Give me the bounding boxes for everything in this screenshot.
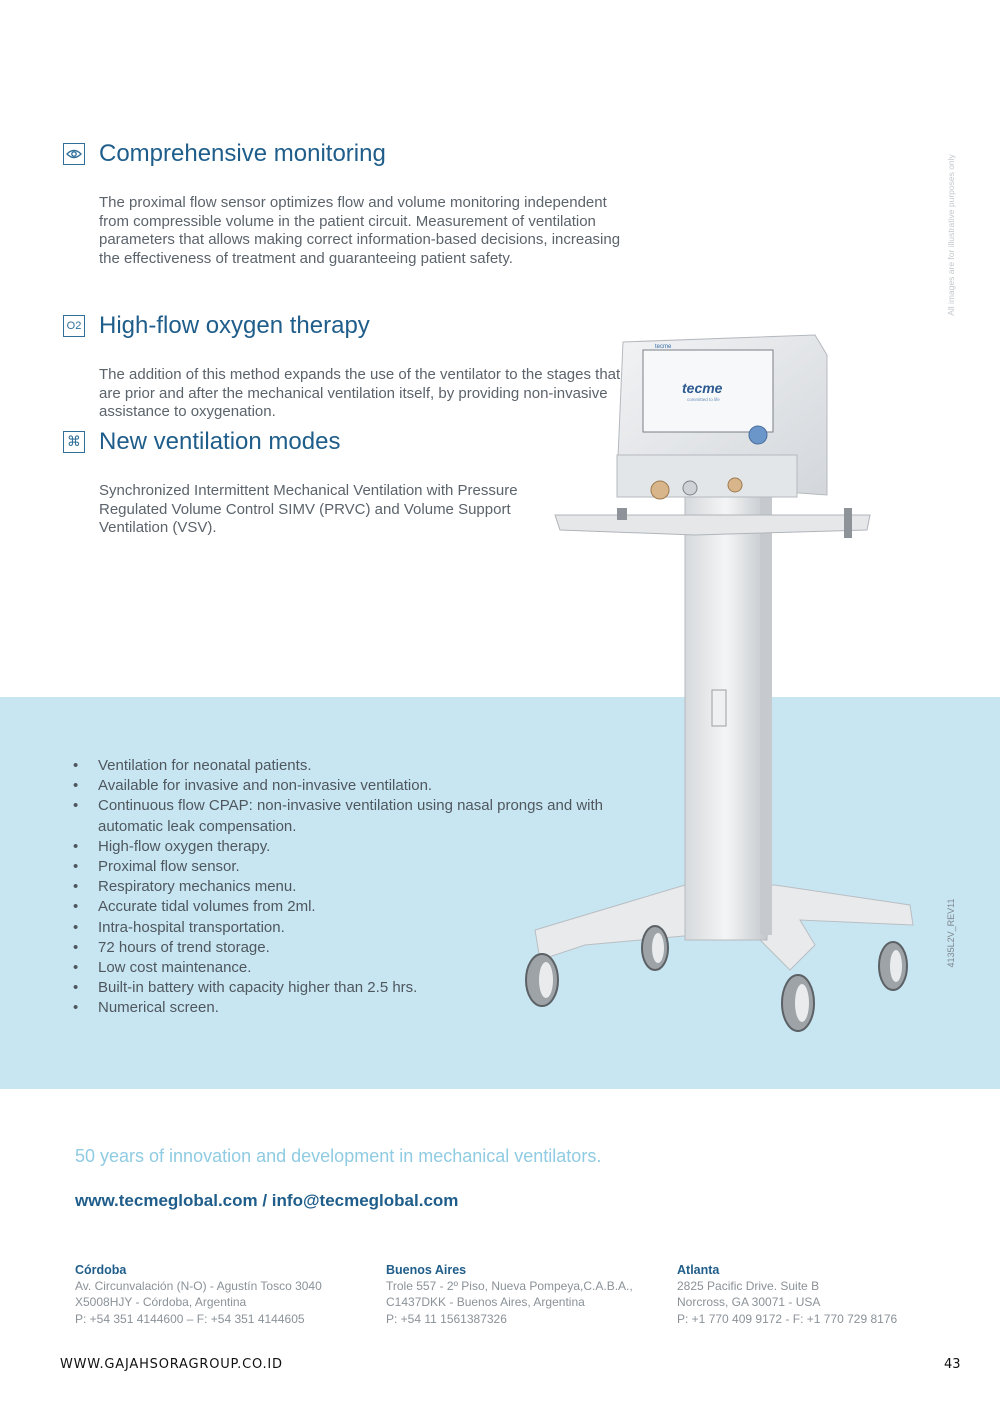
list-item: • Intra-hospital transportation. [73, 918, 633, 938]
office-city: Buenos Aires [386, 1263, 467, 1277]
footer-site: WWW.GAJAHSORAGROUP.CO.ID [60, 1357, 283, 1372]
list-item: • 72 hours of trend storage. [73, 938, 633, 958]
office-buenos-aires [386, 1262, 633, 1327]
illustrative-note: All images are for illustrative purposes only [946, 154, 956, 316]
monitor-brand-label: tecme [655, 344, 672, 350]
screen-tagline: committed to life [687, 397, 720, 402]
document-code: 4135L2V_REV11 [946, 898, 956, 967]
office-city: Córdoba [75, 1263, 127, 1277]
list-item: • Built-in battery with capacity higher than 2.5 hrs. [73, 978, 633, 998]
command-icon: ⌘ [63, 431, 85, 453]
section-title: High-flow oxygen therapy [99, 312, 370, 339]
list-item: • Available for invasive and non-invasive ventilation. [73, 776, 633, 796]
company-tagline: 50 years of innovation and development in mechanical ventilators. [75, 1146, 602, 1166]
ventilator-image [515, 330, 915, 1045]
office-address: 2825 Pacific Drive. Suite B [677, 1279, 820, 1294]
section-body: The proximal flow sensor optimizes flow and volume monitoring independent from compressible volume in the patient circuit. Measurement of ventilation parameters that allows making correct information-based decisions, increasing the effectiveness of treatment and guaranteeing patient safety. [99, 194, 621, 267]
page-number: 43 [944, 1357, 961, 1372]
list-item: • Accurate tidal volumes from 2ml. [73, 897, 633, 917]
list-item: • High-flow oxygen therapy. [73, 837, 633, 857]
section-heading [63, 140, 623, 168]
office-phone: P: +54 351 4144600 – F: +54 351 4144605 [75, 1311, 305, 1326]
office-atlanta [677, 1262, 897, 1327]
office-cordoba [75, 1262, 322, 1327]
website-link[interactable]: www.tecmeglobal.com / info@tecmeglobal.com [75, 1191, 459, 1210]
oxygen-icon: O2 [63, 315, 85, 337]
section-body: Synchronized Intermittent Mechanical Ventilation with Pressure Regulated Volume Control SIMV (PRVC) and Volume Support Ventilation (VSV). [99, 482, 518, 536]
section-monitoring [63, 140, 623, 268]
section-body: The addition of this method expands the use of the ventilator to the stages that are prior and after the mechanical ventilation itself, by providing non-invasive assistance to oxygenation. [99, 366, 621, 420]
list-item: • Respiratory mechanics menu. [73, 877, 633, 897]
eye-icon [63, 143, 85, 165]
list-item: • Low cost maintenance. [73, 958, 633, 978]
list-item: • Numerical screen. [73, 998, 633, 1018]
section-title: New ventilation modes [99, 428, 341, 455]
list-item: • Continuous flow CPAP: non-invasive ventilation using nasal prongs and with automatic leak compensation. [73, 796, 633, 836]
list-item: • Proximal flow sensor. [73, 857, 633, 877]
office-address: Trole 557 - 2º Piso, Nueva Pompeya,C.A.B.A., [386, 1279, 633, 1294]
office-address: C1437DKK - Buenos Aires, Argentina [386, 1295, 585, 1310]
list-item: • Ventilation for neonatal patients. [73, 756, 633, 776]
office-address: Av. Circunvalación (N-O) - Agustín Tosco 3040 [75, 1279, 322, 1294]
office-address: X5008HJY - Córdoba, Argentina [75, 1295, 247, 1310]
office-phone: P: +54 11 1561387326 [386, 1311, 507, 1326]
office-phone: P: +1 770 409 9172 - F: +1 770 729 8176 [677, 1311, 898, 1326]
office-address: Norcross, GA 30071 - USA [677, 1295, 821, 1310]
section-title: Comprehensive monitoring [99, 140, 386, 167]
office-city: Atlanta [677, 1263, 720, 1277]
screen-logo: tecme [682, 380, 723, 396]
